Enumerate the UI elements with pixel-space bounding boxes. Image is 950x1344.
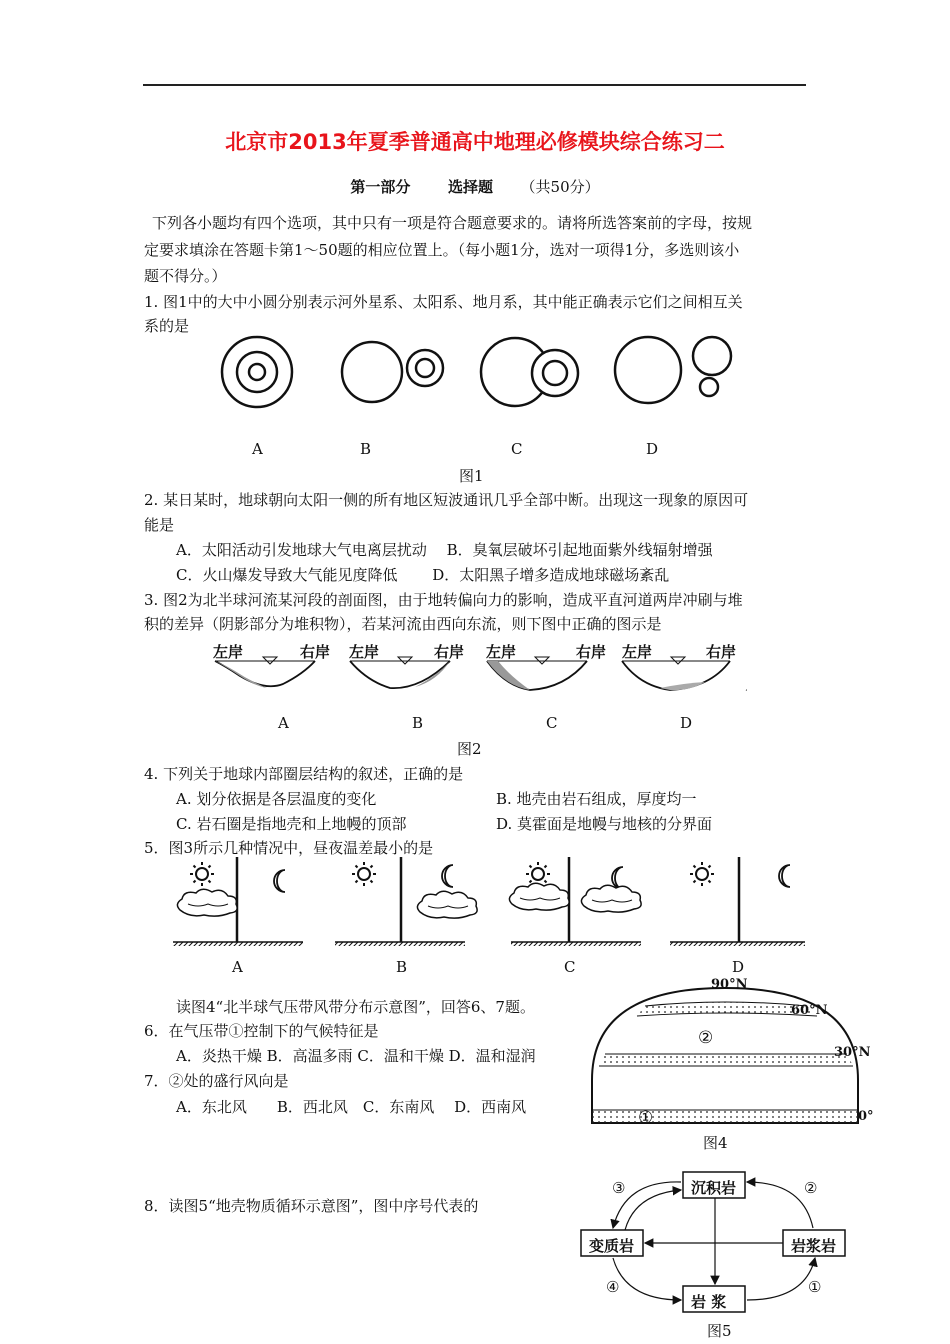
q2-options-line-2: C．火山爆发导致大气能见度降低 D．太阳黑子增多造成地球磁场紊乱 [176, 566, 670, 584]
fig1-label-a: A [252, 440, 263, 458]
fig2-d-right-bank: 右岸 [706, 643, 737, 661]
fig2-a-left-bank: 左岸 [213, 643, 244, 661]
q4-option-d: D. 莫霍面是地幔与地核的分界面 [496, 815, 713, 833]
figure-2-river-profiles [205, 636, 750, 698]
fig1-option-b [342, 342, 443, 402]
q4-option-a: A. 划分依据是各层温度的变化 [176, 790, 377, 808]
fig2-d-left-bank: 左岸 [622, 643, 653, 661]
q2-options-line-1: A．太阳活动引发地球大气电离层扰动 B．臭氧层破坏引起地面紫外线辐射增强 [176, 541, 713, 559]
fig2-b-left-bank: 左岸 [349, 643, 380, 661]
q7-stem: 7．②处的盛行风向是 [144, 1072, 289, 1090]
svg-text:،: ، [745, 684, 748, 693]
q4-stem: 4. 下列关于地球内部圈层结构的叙述，正确的是 [144, 765, 464, 783]
fig3-label-d: D [732, 958, 745, 976]
q7-options: A．东北风 B．西北风 C．东南风 D．西南风 [176, 1098, 527, 1116]
fig1-label-b: B [360, 440, 372, 458]
figure-3-day-night [168, 852, 818, 957]
section-part: 第一部分 [350, 178, 411, 196]
q6-stem: 6．在气压带①控制下的气候特征是 [144, 1022, 379, 1040]
instruction-line-2: 定要求填涂在答题卡第1～50题的相应位置上。（每小题1分，选对一项得1分，多选则该小 [144, 241, 740, 259]
fig3-label-a: A [232, 958, 243, 976]
fig3-scene-a [173, 857, 303, 946]
fig2-c-left-bank: 左岸 [486, 643, 517, 661]
fig2-a-right-bank: 右岸 [300, 643, 331, 661]
q2-stem-line-2: 能是 [144, 516, 175, 534]
fig2-label-d: D [680, 714, 693, 732]
section-heading [0, 176, 950, 197]
figure-1-circles [200, 330, 760, 440]
fig2-label-c: C [546, 714, 558, 732]
fig3-scene-c [509, 857, 641, 946]
fig2-c-right-bank: 右岸 [576, 643, 607, 661]
fig1-option-d [615, 337, 731, 403]
fig5-number-2: ② [804, 1179, 818, 1197]
fig5-number-1: ① [808, 1278, 822, 1296]
q67-intro: 读图4“北半球气压带风带分布示意图”，回答6、7题。 [176, 998, 535, 1016]
fig1-label-c: C [511, 440, 523, 458]
q6-options: A．炎热干燥 B．高温多雨 C．温和干燥 D．温和湿润 [176, 1047, 536, 1065]
q5-stem: 5．图3所示几种情况中，昼夜温差最小的是 [144, 839, 434, 857]
fig4-lat-90: 90°N [711, 977, 748, 992]
fig1-option-c [481, 338, 578, 406]
fig2-label-a: A [278, 714, 289, 732]
fig5-igneous-rock: 岩浆岩 [791, 1237, 837, 1255]
figure-4-pressure-belts [585, 970, 885, 1155]
q4-option-c: C. 岩石圈是指地壳和上地幔的顶部 [176, 815, 407, 833]
fig1-option-a [222, 337, 292, 407]
q3-stem-line-2: 积的差异（阴影部分为堆积物），若某河流由西向东流，则下图中正确的图示是 [144, 615, 662, 633]
fig3-scene-b [335, 857, 477, 946]
q3-stem-line-1: 3. 图2为北半球河流某河段的剖面图，由于地转偏向力的影响，造成平直河道两岸冲刷与堆 [144, 591, 743, 609]
fig1-caption: 图1 [459, 467, 484, 485]
q1-stem-line-2: 系的是 [144, 317, 190, 335]
fig3-scene-d [670, 857, 805, 946]
fig4-lat-30: 30°N [834, 1045, 871, 1060]
q4-option-b: B. 地壳由岩石组成，厚度均一 [496, 790, 697, 808]
section-name: 选择题 [447, 178, 493, 196]
fig5-number-4: ④ [606, 1278, 620, 1296]
q8-stem: 8．读图5“地壳物质循环示意图”，图中序号代表的 [144, 1197, 479, 1215]
fig4-caption: 图4 [703, 1134, 728, 1152]
header-rule [143, 84, 806, 86]
fig5-caption: 图5 [707, 1322, 732, 1340]
instruction-line-1: 下列各小题均有四个选项，其中只有一项是符合题意要求的。请将所选答案前的字母，按规 [152, 214, 753, 232]
page-title: 北京市2013年夏季普通高中地理必修模块综合练习二 [225, 130, 725, 154]
q1-stem-line-1: 1. 图1中的大中小圆分别表示河外星系、太阳系、地月系，其中能正确表示它们之间相互关 [144, 293, 743, 311]
fig5-number-3: ③ [612, 1179, 626, 1197]
fig2-caption: 图2 [457, 740, 482, 758]
instruction-line-3: 题不得分。） [144, 267, 227, 285]
section-score: （共50分） [520, 178, 600, 196]
fig2-label-b: B [412, 714, 424, 732]
fig5-sedimentary-rock: 沉积岩 [691, 1179, 737, 1197]
fig3-label-b: B [396, 958, 408, 976]
fig4-lat-60: 60°N [791, 1003, 828, 1018]
fig4-marker-2: ② [698, 1028, 714, 1048]
fig3-label-c: C [564, 958, 576, 976]
fig5-metamorphic-rock: 变质岩 [589, 1237, 635, 1255]
fig4-marker-1: ① [638, 1108, 654, 1128]
fig2-b-right-bank: 右岸 [434, 643, 465, 661]
q2-stem-line-1: 2. 某日某时，地球朝向太阳一侧的所有地区短波通讯几乎全部中断。出现这一现象的原因可 [144, 491, 749, 509]
fig1-label-d: D [646, 440, 659, 458]
fig4-lat-0: 0° [858, 1109, 874, 1124]
fig5-magma: 岩 浆 [691, 1293, 727, 1311]
